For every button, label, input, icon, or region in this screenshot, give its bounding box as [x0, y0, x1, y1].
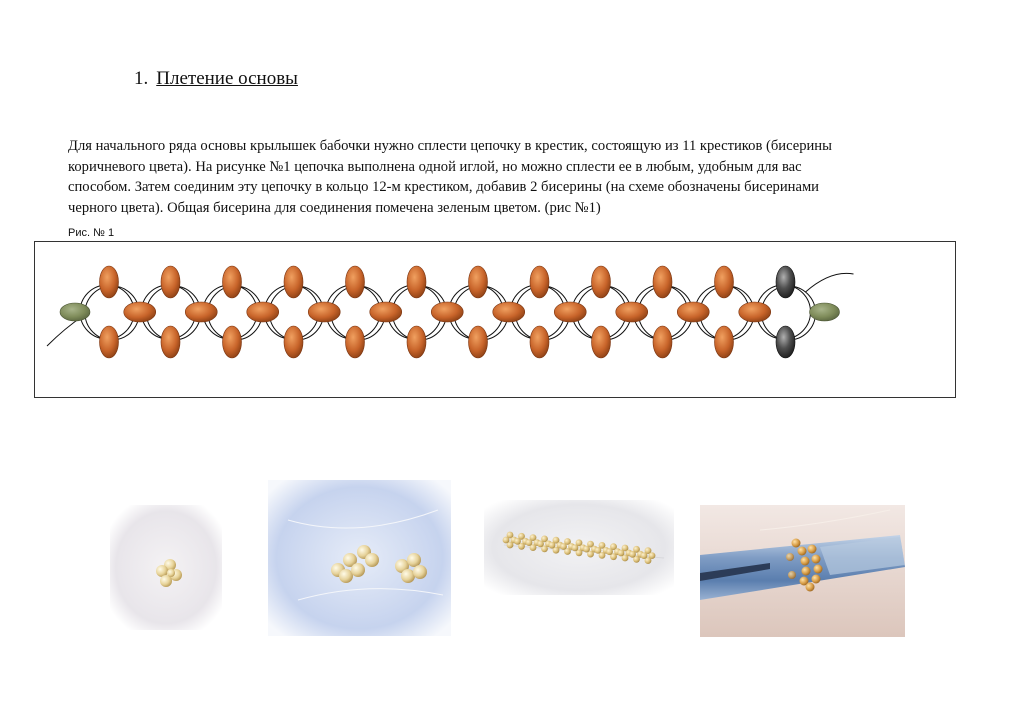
bead-brown-vertical [592, 266, 611, 298]
bead-brown-vertical [407, 326, 426, 358]
bead-brown-vertical [223, 266, 242, 298]
bead-brown-vertical [100, 326, 119, 358]
chain-bead [537, 541, 544, 548]
photo-ring-on-pen [700, 505, 905, 637]
beads-layer [60, 266, 840, 358]
bead-black-vertical [776, 266, 795, 298]
chain-bead [606, 548, 613, 555]
paragraph-line: Для начального ряда основы крылышек бабочки нужно сплести цепочку в крестик, состоящую из 11 крестиков (бисерины [68, 138, 832, 154]
bead-brown-horizontal [247, 302, 279, 322]
bead-brown-horizontal [185, 302, 217, 322]
bead-brown-vertical [715, 266, 734, 298]
paragraph-line: черного цвета). Общая бисерина для соединения помечена зеленым цветом. (рис №1) [68, 199, 601, 216]
bead-brown-vertical [407, 266, 426, 298]
photo-single-cross [110, 505, 222, 630]
bead-brown-vertical [653, 326, 672, 358]
chain-bead [549, 542, 556, 549]
bead-brown-vertical [346, 266, 365, 298]
bead-brown-horizontal [616, 302, 648, 322]
bead-brown-vertical [161, 326, 180, 358]
bead-green [60, 303, 90, 321]
bead-brown-horizontal [308, 302, 340, 322]
chain-bead [618, 550, 625, 557]
bead-green [810, 303, 840, 321]
bead-black-vertical [776, 326, 795, 358]
bead-brown-vertical [715, 326, 734, 358]
bead-brown-vertical [592, 326, 611, 358]
bead-brown-horizontal [370, 302, 402, 322]
photo-two-crosses [268, 480, 451, 636]
thread-tail-right [806, 273, 854, 292]
bead-brown-vertical [653, 266, 672, 298]
bead-brown-vertical [469, 266, 488, 298]
section-heading [134, 68, 298, 90]
scheme-diagram [35, 242, 955, 397]
bead-brown-vertical [100, 266, 119, 298]
bead-brown-vertical [284, 326, 303, 358]
chain-bead [503, 537, 510, 544]
bead-brown-horizontal [554, 302, 586, 322]
bead-brown-horizontal [677, 302, 709, 322]
bead-brown-vertical [284, 266, 303, 298]
photo-chain [484, 500, 674, 595]
bead-brown-vertical [161, 266, 180, 298]
bead-chain-scheme [34, 241, 956, 398]
chain-bead [572, 544, 579, 551]
bead-brown-horizontal [493, 302, 525, 322]
chain-bead [583, 546, 590, 553]
chain-bead [514, 538, 521, 545]
bead-brown-vertical [346, 326, 365, 358]
chain-bead [629, 551, 636, 558]
chain-bead [560, 543, 567, 550]
paragraph-line: коричневого цвета). На рисунке №1 цепочка выполнена одной иглой, но можно сплести ее в любым, удобным для вас [68, 158, 802, 175]
chain-bead [526, 539, 533, 546]
bead-brown-horizontal [739, 302, 771, 322]
bead-brown-vertical [530, 266, 549, 298]
chain-bead [641, 552, 648, 559]
bead-brown-vertical [223, 326, 242, 358]
section-title: Плетение основы [156, 68, 298, 89]
section-number: 1. [134, 68, 149, 89]
bead-brown-horizontal [431, 302, 463, 322]
bead-brown-horizontal [124, 302, 156, 322]
bead-brown-vertical [469, 326, 488, 358]
chain-bead [595, 547, 602, 554]
instructions-paragraph [68, 136, 948, 218]
chain-bead [649, 552, 656, 559]
figure-label: Рис. № 1 [68, 227, 115, 239]
paragraph-line: способом. Затем соединим эту цепочку в кольцо 12-м крестиком, добавив 2 бисерины (на схеме обозначены бисеринами [68, 179, 819, 195]
bead-brown-vertical [530, 326, 549, 358]
